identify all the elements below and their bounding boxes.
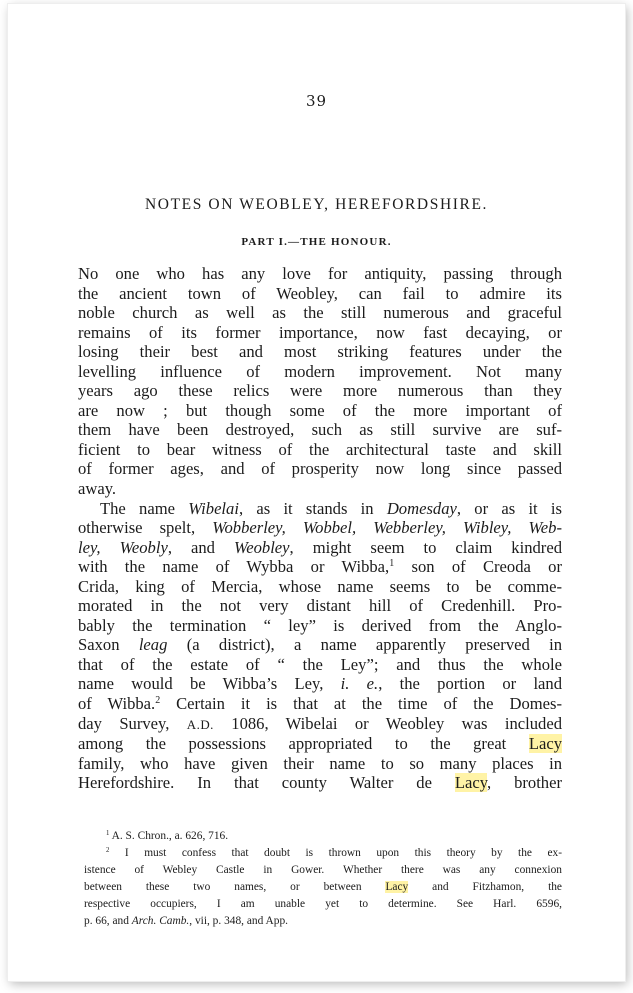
text-line: Herefordshire. In that county Walter de Lacy, brother [78,773,562,793]
section-subtitle: PART I.—THE HONOUR. [241,236,392,248]
text-line: family, who have given their name to so many places in [78,753,562,773]
page-number: 39 [305,92,328,110]
text-line: the ancient town of Weobley, can fail to admire its [78,283,562,303]
text-line: No one who has any love for antiquity, passing through [78,264,562,283]
text-line: ficient to bear witness of the architectural taste and skill [78,439,562,459]
text-line: them have been destroyed, such as still survive are suf- [78,420,562,440]
text-line: away. [78,479,117,499]
footnote-2: $^2$ I must confess that doubt is thrown upon this theory by the ex- [106,846,562,859]
text-line: bably the termination “ ley” is derived from the Anglo- [78,615,562,635]
text-line: are now ; but though some of the more important of [78,400,562,420]
text-line: morated in the not very distant hill of Credenhill. Pro- [78,596,562,616]
text-line: name would be Wibba’s Ley, i. e., the portion or land [78,674,563,694]
footnote-ref-2[interactable]: 2 [155,695,161,707]
search-highlight[interactable]: Lacy [528,734,562,754]
document-page [8,4,625,981]
footnote-line: respective occupiers, I am unable yet to determine. See Harl. 6596, [84,898,562,910]
text-line: of Wibba.$^2$ Certain it is that at the time of the Domes- [78,694,562,714]
text-line: that of the estate of “ the Ley”; and thus the whole [78,654,562,674]
text-line: levelling influence of modern improvement. Not many [78,361,562,381]
text-line: Crida, king of Mercia, whose name seems to be comme- [78,576,562,596]
search-highlight[interactable]: Lacy [385,881,409,893]
text-line: of former ages, and of prosperity now long since passed [78,459,562,479]
footnote-line: istence of Webley Castle in Gower. Whether there was any connexion [84,864,562,876]
footnotes [84,828,562,930]
text-line: Saxon leag (a district), a name apparently preserved in [78,635,563,655]
text-line: years ago these relics were more numerous than they [78,381,562,401]
text-line: noble church as well as the still numerous and graceful [78,303,562,323]
footnote-line: p. 66, and Arch. Camb., vii, p. 348, and App. [84,915,288,927]
text-line: ley, Weobly, and Weobley, might seem to claim kindred [78,537,562,557]
footnote-1: $^1$ A. S. Chron., a. 626, 716. [106,829,229,842]
text-line: among the possessions appropriated to the great Lacy [78,734,562,754]
footnote-line: between these two names, or between Lacy and Fitzhamon, the [84,881,562,893]
body-text[interactable] [78,264,562,793]
text-line: day Survey, A.D. 1086, Wibelai or Weobley was included [78,713,562,733]
text-line: losing their best and most striking features under the [78,342,562,362]
text-line: otherwise spelt, Wobberley, Wobbel, Webberley, Wibley, Web- [78,518,562,538]
page-title: NOTES ON WEOBLEY, HEREFORDSHIRE. [145,196,488,213]
text-line: The name Wibelai, as it stands in Domesday, or as it is [100,498,562,518]
text-line: with the name of Wybba or Wibba,$^1$ son of Creoda or [78,557,563,577]
footnote-ref-1[interactable]: 1 [389,558,395,570]
search-highlight[interactable]: Lacy [454,773,487,793]
text-line: remains of its former importance, now fast decaying, or [78,322,562,342]
